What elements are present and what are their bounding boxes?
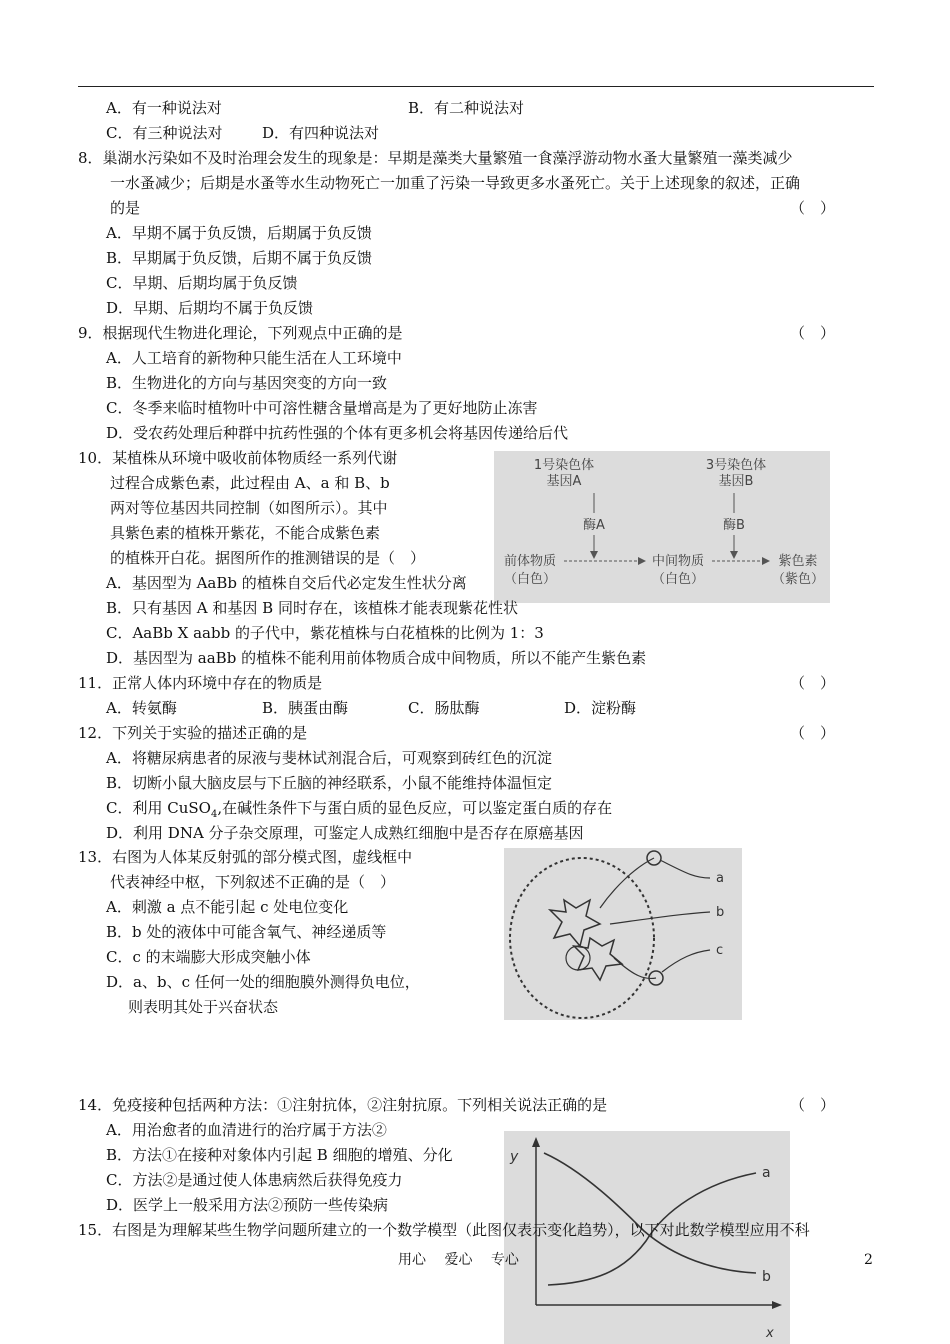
- curve-b-label: b: [762, 1269, 771, 1285]
- q9-answer-blank: （ ）: [790, 324, 836, 342]
- footer-motto: 用心 爱心 专心: [398, 1252, 519, 1268]
- intermediate-label: 中间物质: [651, 554, 705, 569]
- q11-option-c: C．肠肽酶: [408, 699, 480, 717]
- q12-option-c-subscript: 4: [210, 809, 218, 820]
- q10-option-a: A．基因型为 AaBb 的植株自交后代必定发生性状分离: [106, 574, 467, 592]
- q14-answer-blank: （ ）: [790, 1096, 836, 1114]
- arrowhead-2: [762, 557, 770, 565]
- q13-option-d-cont: 则表明其处于兴奋状态: [128, 998, 279, 1016]
- arrowhead-1: [638, 557, 646, 565]
- q12-option-c: [106, 798, 612, 825]
- q12-option-a: A．将糖尿病患者的尿液与斐林试剂混合后，可观察到砖红色的沉淀: [106, 749, 552, 767]
- pigment-label: 紫色素: [778, 554, 818, 569]
- reflex-arc-figure: [504, 848, 742, 1020]
- pigment-color-label: （紫色）: [771, 572, 825, 587]
- gene-pathway-figure: [494, 451, 830, 603]
- x-axis-arrow: [772, 1301, 782, 1309]
- enzyme-b-label: 酶B: [723, 518, 745, 533]
- q8-option-c: C．早期、后期均属于负反馈: [106, 274, 298, 292]
- q11-option-a: A．转氨酶: [106, 699, 177, 717]
- pointer-line-c: [662, 950, 710, 972]
- curve-b: [544, 1153, 756, 1273]
- q7-option-d: D．有四种说法对: [262, 124, 380, 142]
- pointer-line-b: [610, 912, 710, 924]
- q14-option-c: C．方法②是通过使人体患病然后获得免疫力: [106, 1171, 403, 1189]
- arrowhead-enzyme-b: [730, 551, 738, 559]
- q8-option-a: A．早期不属于负反馈，后期属于负反馈: [106, 224, 372, 242]
- q12-option-d: D．利用 DNA 分子杂交原理，可鉴定人成熟红细胞中是否存在原癌基因: [106, 824, 584, 842]
- q11-option-d: D．淀粉酶: [564, 699, 637, 717]
- pointer-line-a: [660, 860, 710, 878]
- q12-option-c-pre: C．利用 CuSO: [106, 799, 211, 817]
- q9-stem: 9．根据现代生物进化理论，下列观点中正确的是: [78, 324, 403, 342]
- q11-answer-blank: （ ）: [790, 674, 836, 692]
- q14-option-d: D．医学上一般采用方法②预防一些传染病: [106, 1196, 389, 1214]
- q10-option-d: D．基因型为 aaBb 的植株不能利用前体物质合成中间物质，所以不能产生紫色素: [106, 649, 647, 667]
- q9-option-b: B．生物进化的方向与基因突变的方向一致: [106, 374, 388, 392]
- chromosome-3-label: 3号染色体: [705, 458, 767, 473]
- curve-a-label: a: [762, 1165, 771, 1181]
- q8-stem: 一水蚤减少；后期是水蚤等水生动物死亡一加重了污染一导致更多水蚤死亡。关于上述现象的叙述，正确: [110, 174, 801, 192]
- precursor-color-label: （白色）: [503, 572, 557, 587]
- q10-stem: 过程合成紫色素，此过程由 A、a 和 B、b: [110, 474, 390, 492]
- q12-option-b: B．切断小鼠大脑皮层与下丘脑的神经联系，小鼠不能维持体温恒定: [106, 774, 553, 792]
- page-number: 2: [864, 1252, 873, 1268]
- q10-stem: 的植株开白花。据图所作的推测错误的是（ ）: [110, 549, 426, 567]
- q7-option-a: A．有一种说法对: [106, 99, 222, 117]
- precursor-label: 前体物质: [503, 554, 557, 569]
- q9-option-d: D．受农药处理后种群中抗药性强的个体有更多机会将基因传递给后代: [106, 424, 569, 442]
- q12-stem: 12．下列关于实验的描述正确的是: [78, 724, 308, 742]
- label-a: a: [716, 871, 724, 886]
- q7-option-b: B．有二种说法对: [408, 99, 525, 117]
- q10-stem: 具紫色素的植株开紫花，不能合成紫色素: [110, 524, 381, 542]
- q13-option-a: A．刺激 a 点不能引起 c 处电位变化: [106, 898, 349, 916]
- q12-answer-blank: （ ）: [790, 724, 836, 742]
- label-c: c: [716, 943, 724, 958]
- gene-b-label: 基因B: [718, 474, 754, 489]
- q10-option-b: B．只有基因 A 和基因 B 同时存在，该植株才能表现紫花性状: [106, 599, 518, 617]
- q14-option-b: B．方法①在接种对象体内引起 B 细胞的增殖、分化: [106, 1146, 453, 1164]
- q8-stem: 的是: [110, 199, 141, 217]
- q11-stem: 11．正常人体内环境中存在的物质是: [78, 674, 323, 692]
- gene-a-label: 基因A: [546, 474, 582, 489]
- x-axis-label: x: [766, 1326, 774, 1341]
- q14-stem: 14．免疫接种包括两种方法：①注射抗体，②注射抗原。下列相关说法正确的是: [78, 1096, 608, 1114]
- label-b: b: [716, 905, 725, 920]
- header-rule: [78, 86, 874, 87]
- q13-option-d: D．a、b、c 任何一处的细胞膜外测得负电位，: [106, 973, 420, 991]
- q13-option-b: B．b 处的液体中可能含氧气、神经递质等: [106, 923, 387, 941]
- enzyme-a-label: 酶A: [583, 518, 605, 533]
- q8-option-d: D．早期、后期均不属于负反馈: [106, 299, 314, 317]
- q13-option-c: C．c 的末端膨大形成突触小体: [106, 948, 311, 966]
- q12-option-c-post: ,在碱性条件下与蛋白质的显色反应，可以鉴定蛋白质的存在: [217, 799, 613, 817]
- q8-option-b: B．早期属于负反馈，后期不属于负反馈: [106, 249, 373, 267]
- q10-stem: 两对等位基因共同控制（如图所示）。其中: [110, 499, 388, 517]
- y-axis-arrow: [532, 1137, 540, 1147]
- arrowhead-enzyme-a: [590, 551, 598, 559]
- y-axis-label: y: [510, 1149, 519, 1165]
- q9-option-a: A．人工培育的新物种只能生活在人工环境中: [106, 349, 402, 367]
- q9-option-c: C．冬季来临时植物叶中可溶性糖含量增高是为了更好地防止冻害: [106, 399, 538, 417]
- intermediate-color-label: （白色）: [651, 572, 705, 587]
- q7-option-c: C．有三种说法对: [106, 124, 223, 142]
- q11-option-b: B．胰蛋由酶: [262, 699, 349, 717]
- q13-stem: 代表神经中枢，下列叙述不正确的是（ ）: [110, 873, 396, 891]
- chromosome-1-label: 1号染色体: [533, 458, 595, 473]
- q8-stem: 8．巢湖水污染如不及时治理会发生的现象是：早期是藻类大量繁殖一食藻浮游动物水蚤大量繁殖一藻类减少: [78, 149, 793, 167]
- q13-stem: 13．右图为人体某反射弧的部分模式图，虚线框中: [78, 848, 413, 866]
- q15-stem: 15．右图是为理解某些生物学问题所建立的一个数学模型（此图仅表示变化趋势），以下对此数学模型应用不科: [78, 1221, 810, 1239]
- q8-answer-blank: （ ）: [790, 199, 836, 217]
- q14-option-a: A．用治愈者的血清进行的治疗属于方法②: [106, 1121, 387, 1139]
- q10-stem: 10．某植株从环境中吸收前体物质经一系列代谢: [78, 449, 398, 467]
- q10-option-c: C．AaBb X aabb 的子代中，紫花植株与白花植株的比例为 1：3: [106, 624, 544, 642]
